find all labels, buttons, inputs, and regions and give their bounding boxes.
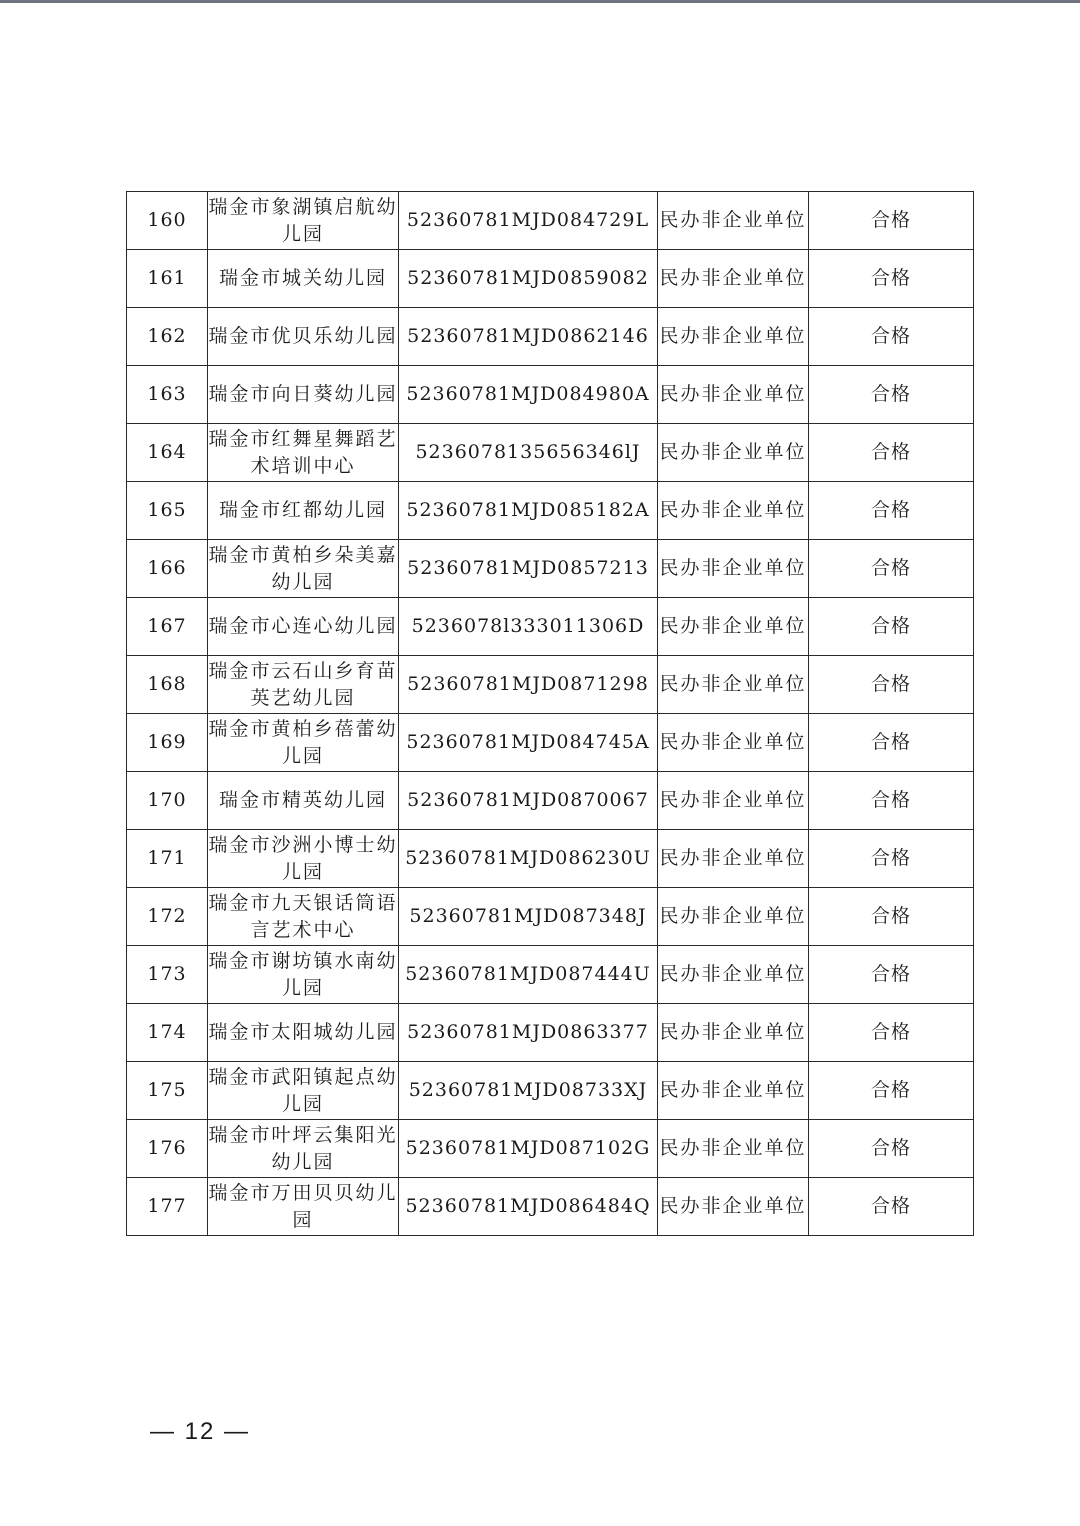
- organization-name: 瑞金市象湖镇启航幼儿园: [208, 192, 399, 250]
- organization-name: 瑞金市云石山乡育苗英艺幼儿园: [208, 656, 399, 714]
- table-row: [127, 946, 974, 1004]
- row-number: 162: [127, 308, 208, 366]
- table-row: [127, 540, 974, 598]
- table-row: [127, 772, 974, 830]
- credit-code: 52360781MJD0862146: [399, 308, 658, 366]
- organization-name: 瑞金市城关幼儿园: [208, 250, 399, 308]
- table-body: [127, 192, 974, 1236]
- row-number: 163: [127, 366, 208, 424]
- row-number: 168: [127, 656, 208, 714]
- row-number: 174: [127, 1004, 208, 1062]
- row-number: 173: [127, 946, 208, 1004]
- credit-code: 5236078l333011306D: [399, 598, 658, 656]
- organization-name: 瑞金市太阳城幼儿园: [208, 1004, 399, 1062]
- table-row: [127, 1178, 974, 1236]
- organization-name: 瑞金市向日葵幼儿园: [208, 366, 399, 424]
- inspection-result: 合格: [809, 1062, 974, 1120]
- inspection-result: 合格: [809, 308, 974, 366]
- organization-type: 民办非企业单位: [658, 1178, 809, 1236]
- row-number: 166: [127, 540, 208, 598]
- credit-code: 5236078135656346lJ: [399, 424, 658, 482]
- row-number: 169: [127, 714, 208, 772]
- table-row: [127, 424, 974, 482]
- organization-name: 瑞金市谢坊镇水南幼儿园: [208, 946, 399, 1004]
- organization-type: 民办非企业单位: [658, 308, 809, 366]
- credit-code: 52360781MJD0857213: [399, 540, 658, 598]
- row-number: 161: [127, 250, 208, 308]
- credit-code: 52360781MJD087102G: [399, 1120, 658, 1178]
- credit-code: 52360781MJD085182A: [399, 482, 658, 540]
- row-number: 177: [127, 1178, 208, 1236]
- inspection-result: 合格: [809, 946, 974, 1004]
- inspection-result: 合格: [809, 482, 974, 540]
- organization-type: 民办非企业单位: [658, 772, 809, 830]
- table-row: [127, 192, 974, 250]
- organization-name: 瑞金市叶坪云集阳光幼儿园: [208, 1120, 399, 1178]
- organization-type: 民办非企业单位: [658, 656, 809, 714]
- credit-code: 52360781MJD0859082: [399, 250, 658, 308]
- organization-type: 民办非企业单位: [658, 540, 809, 598]
- table-row: [127, 250, 974, 308]
- organization-type: 民办非企业单位: [658, 1120, 809, 1178]
- inspection-result: 合格: [809, 888, 974, 946]
- inspection-result: 合格: [809, 1178, 974, 1236]
- table-row: [127, 888, 974, 946]
- credit-code: 52360781MJD087444U: [399, 946, 658, 1004]
- inspection-result: 合格: [809, 830, 974, 888]
- table-row: [127, 366, 974, 424]
- organization-type: 民办非企业单位: [658, 888, 809, 946]
- organization-name: 瑞金市红舞星舞蹈艺术培训中心: [208, 424, 399, 482]
- credit-code: 52360781MJD0863377: [399, 1004, 658, 1062]
- organization-name: 瑞金市黄柏乡蓓蕾幼儿园: [208, 714, 399, 772]
- inspection-result: 合格: [809, 366, 974, 424]
- inspection-result: 合格: [809, 1004, 974, 1062]
- credit-code: 52360781MJD086230U: [399, 830, 658, 888]
- credit-code: 52360781MJD084745A: [399, 714, 658, 772]
- organization-type: 民办非企业单位: [658, 1062, 809, 1120]
- organization-type: 民办非企业单位: [658, 830, 809, 888]
- inspection-result: 合格: [809, 1120, 974, 1178]
- credit-code: 52360781MJD087348J: [399, 888, 658, 946]
- organization-type: 民办非企业单位: [658, 714, 809, 772]
- organization-name: 瑞金市沙洲小博士幼儿园: [208, 830, 399, 888]
- credit-code: 52360781MJD086484Q: [399, 1178, 658, 1236]
- credit-code: 52360781MJD0870067: [399, 772, 658, 830]
- scan-top-edge: [0, 0, 1080, 3]
- table-row: [127, 830, 974, 888]
- organization-type: 民办非企业单位: [658, 192, 809, 250]
- organization-name: 瑞金市黄柏乡朵美嘉幼儿园: [208, 540, 399, 598]
- inspection-result: 合格: [809, 424, 974, 482]
- organization-type: 民办非企业单位: [658, 250, 809, 308]
- row-number: 167: [127, 598, 208, 656]
- credit-code: 52360781MJD084729L: [399, 192, 658, 250]
- table-row: [127, 1120, 974, 1178]
- organization-name: 瑞金市精英幼儿园: [208, 772, 399, 830]
- row-number: 175: [127, 1062, 208, 1120]
- organization-type: 民办非企业单位: [658, 1004, 809, 1062]
- row-number: 160: [127, 192, 208, 250]
- row-number: 165: [127, 482, 208, 540]
- table-row: [127, 598, 974, 656]
- table-row: [127, 656, 974, 714]
- row-number: 170: [127, 772, 208, 830]
- organization-name: 瑞金市优贝乐幼儿园: [208, 308, 399, 366]
- inspection-result: 合格: [809, 656, 974, 714]
- table-row: [127, 714, 974, 772]
- table-row: [127, 308, 974, 366]
- organization-type: 民办非企业单位: [658, 366, 809, 424]
- row-number: 172: [127, 888, 208, 946]
- organization-name: 瑞金市心连心幼儿园: [208, 598, 399, 656]
- page-number: — 12 —: [150, 1418, 251, 1445]
- organization-name: 瑞金市九天银话筒语言艺术中心: [208, 888, 399, 946]
- row-number: 164: [127, 424, 208, 482]
- inspection-result: 合格: [809, 714, 974, 772]
- row-number: 176: [127, 1120, 208, 1178]
- inspection-result: 合格: [809, 192, 974, 250]
- organization-type: 民办非企业单位: [658, 598, 809, 656]
- credit-code: 52360781MJD08733XJ: [399, 1062, 658, 1120]
- organization-type: 民办非企业单位: [658, 482, 809, 540]
- organization-table: [126, 191, 974, 1236]
- organization-name: 瑞金市武阳镇起点幼儿园: [208, 1062, 399, 1120]
- organization-name: 瑞金市万田贝贝幼儿园: [208, 1178, 399, 1236]
- table-row: [127, 1004, 974, 1062]
- inspection-result: 合格: [809, 772, 974, 830]
- organization-type: 民办非企业单位: [658, 946, 809, 1004]
- table-row: [127, 1062, 974, 1120]
- inspection-result: 合格: [809, 250, 974, 308]
- credit-code: 52360781MJD084980A: [399, 366, 658, 424]
- inspection-result: 合格: [809, 540, 974, 598]
- inspection-result: 合格: [809, 598, 974, 656]
- organization-type: 民办非企业单位: [658, 424, 809, 482]
- credit-code: 52360781MJD0871298: [399, 656, 658, 714]
- organization-name: 瑞金市红都幼儿园: [208, 482, 399, 540]
- row-number: 171: [127, 830, 208, 888]
- table-row: [127, 482, 974, 540]
